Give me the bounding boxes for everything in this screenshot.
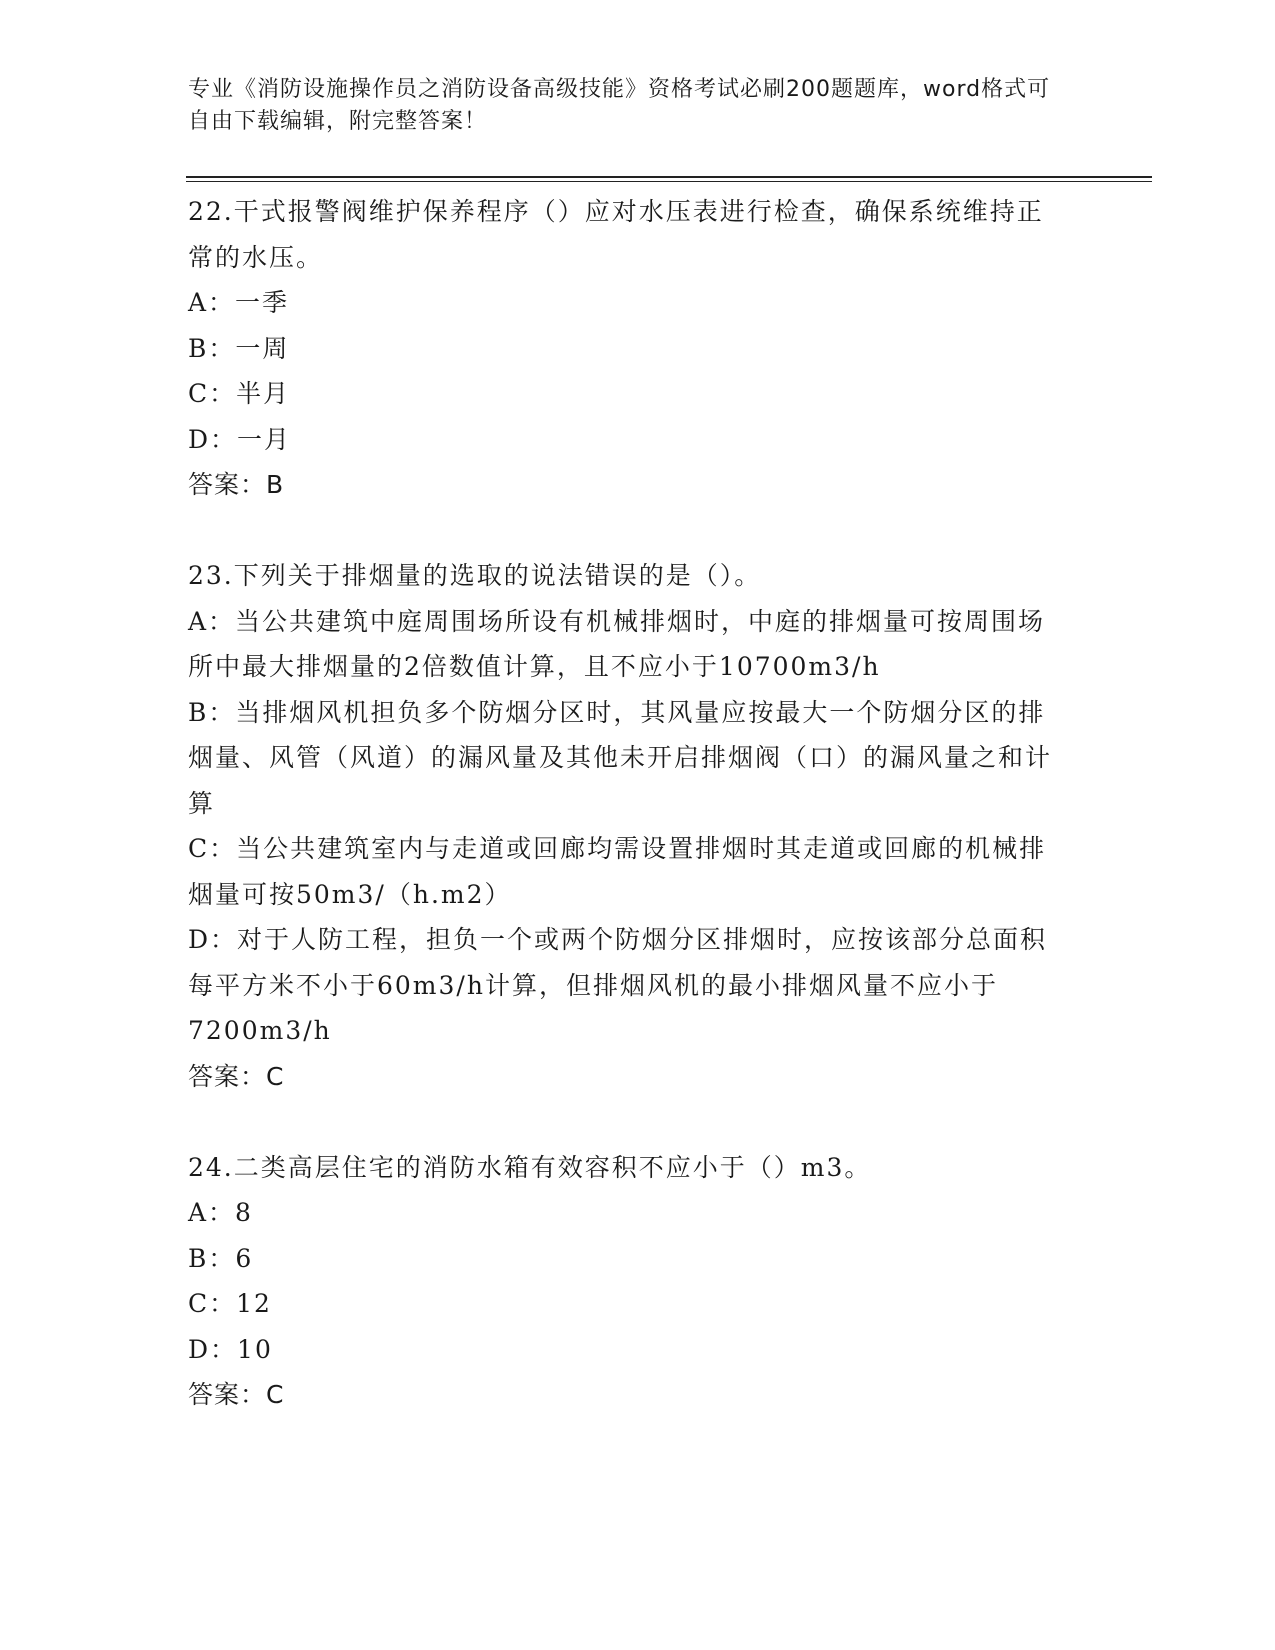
answer: 答案：C — [188, 1380, 285, 1409]
question-24 — [188, 1145, 1068, 1418]
answer: 答案：C — [188, 1061, 285, 1091]
question-22 — [188, 189, 1068, 508]
option-a: A：8 — [188, 1198, 253, 1227]
option-c: C：12 — [188, 1289, 272, 1318]
header-divider-thin — [186, 181, 1152, 182]
question-stem: 24.二类高层住宅的消防水箱有效容积不应小于（）m3。 — [188, 1152, 872, 1182]
question-stem: 22.干式报警阀维护保养程序（）应对水压表进行检查，确保系统维持正常的水压。 — [188, 197, 1044, 272]
option-b: B：一周 — [188, 333, 290, 363]
option-b: B：当排烟风机担负多个防烟分区时，其风量应按最大一个防烟分区的排烟量、风管（风道）的漏风量及其他未开启排烟阀（口）的漏风量之和计算 — [188, 697, 1053, 818]
option-d: D：对于人防工程，担负一个或两个防烟分区排烟时，应按该部分总面积每平方米不小于60m3/h计算，但排烟风机的最小排烟风量不应小于7200m3/h — [188, 925, 1048, 1045]
question-list — [188, 189, 1068, 1418]
option-a: A：一季 — [188, 288, 290, 317]
option-d: D：一月 — [188, 424, 292, 454]
option-a: A：当公共建筑中庭周围场所设有机械排烟时，中庭的排烟量可按周围场所中最大排烟量的2倍数值计算，且不应小于10700m3/h — [188, 606, 1046, 681]
question-stem: 23.下列关于排烟量的选取的说法错误的是（）。 — [188, 561, 762, 590]
option-c: C：半月 — [188, 379, 291, 408]
document-header: 专业《消防设施操作员之消防设备高级技能》资格考试必刷200题题库，word格式可自由下载编辑，附完整答案！ — [188, 77, 1051, 134]
header-divider-thick — [186, 176, 1152, 178]
answer: 答案：B — [188, 470, 285, 499]
question-23 — [188, 553, 1068, 1099]
option-d: D：10 — [188, 1334, 273, 1364]
option-b: B：6 — [188, 1243, 254, 1273]
option-c: C：当公共建筑室内与走道或回廊均需设置排烟时其走道或回廊的机械排烟量可按50m3/（h.m2） — [188, 834, 1047, 909]
